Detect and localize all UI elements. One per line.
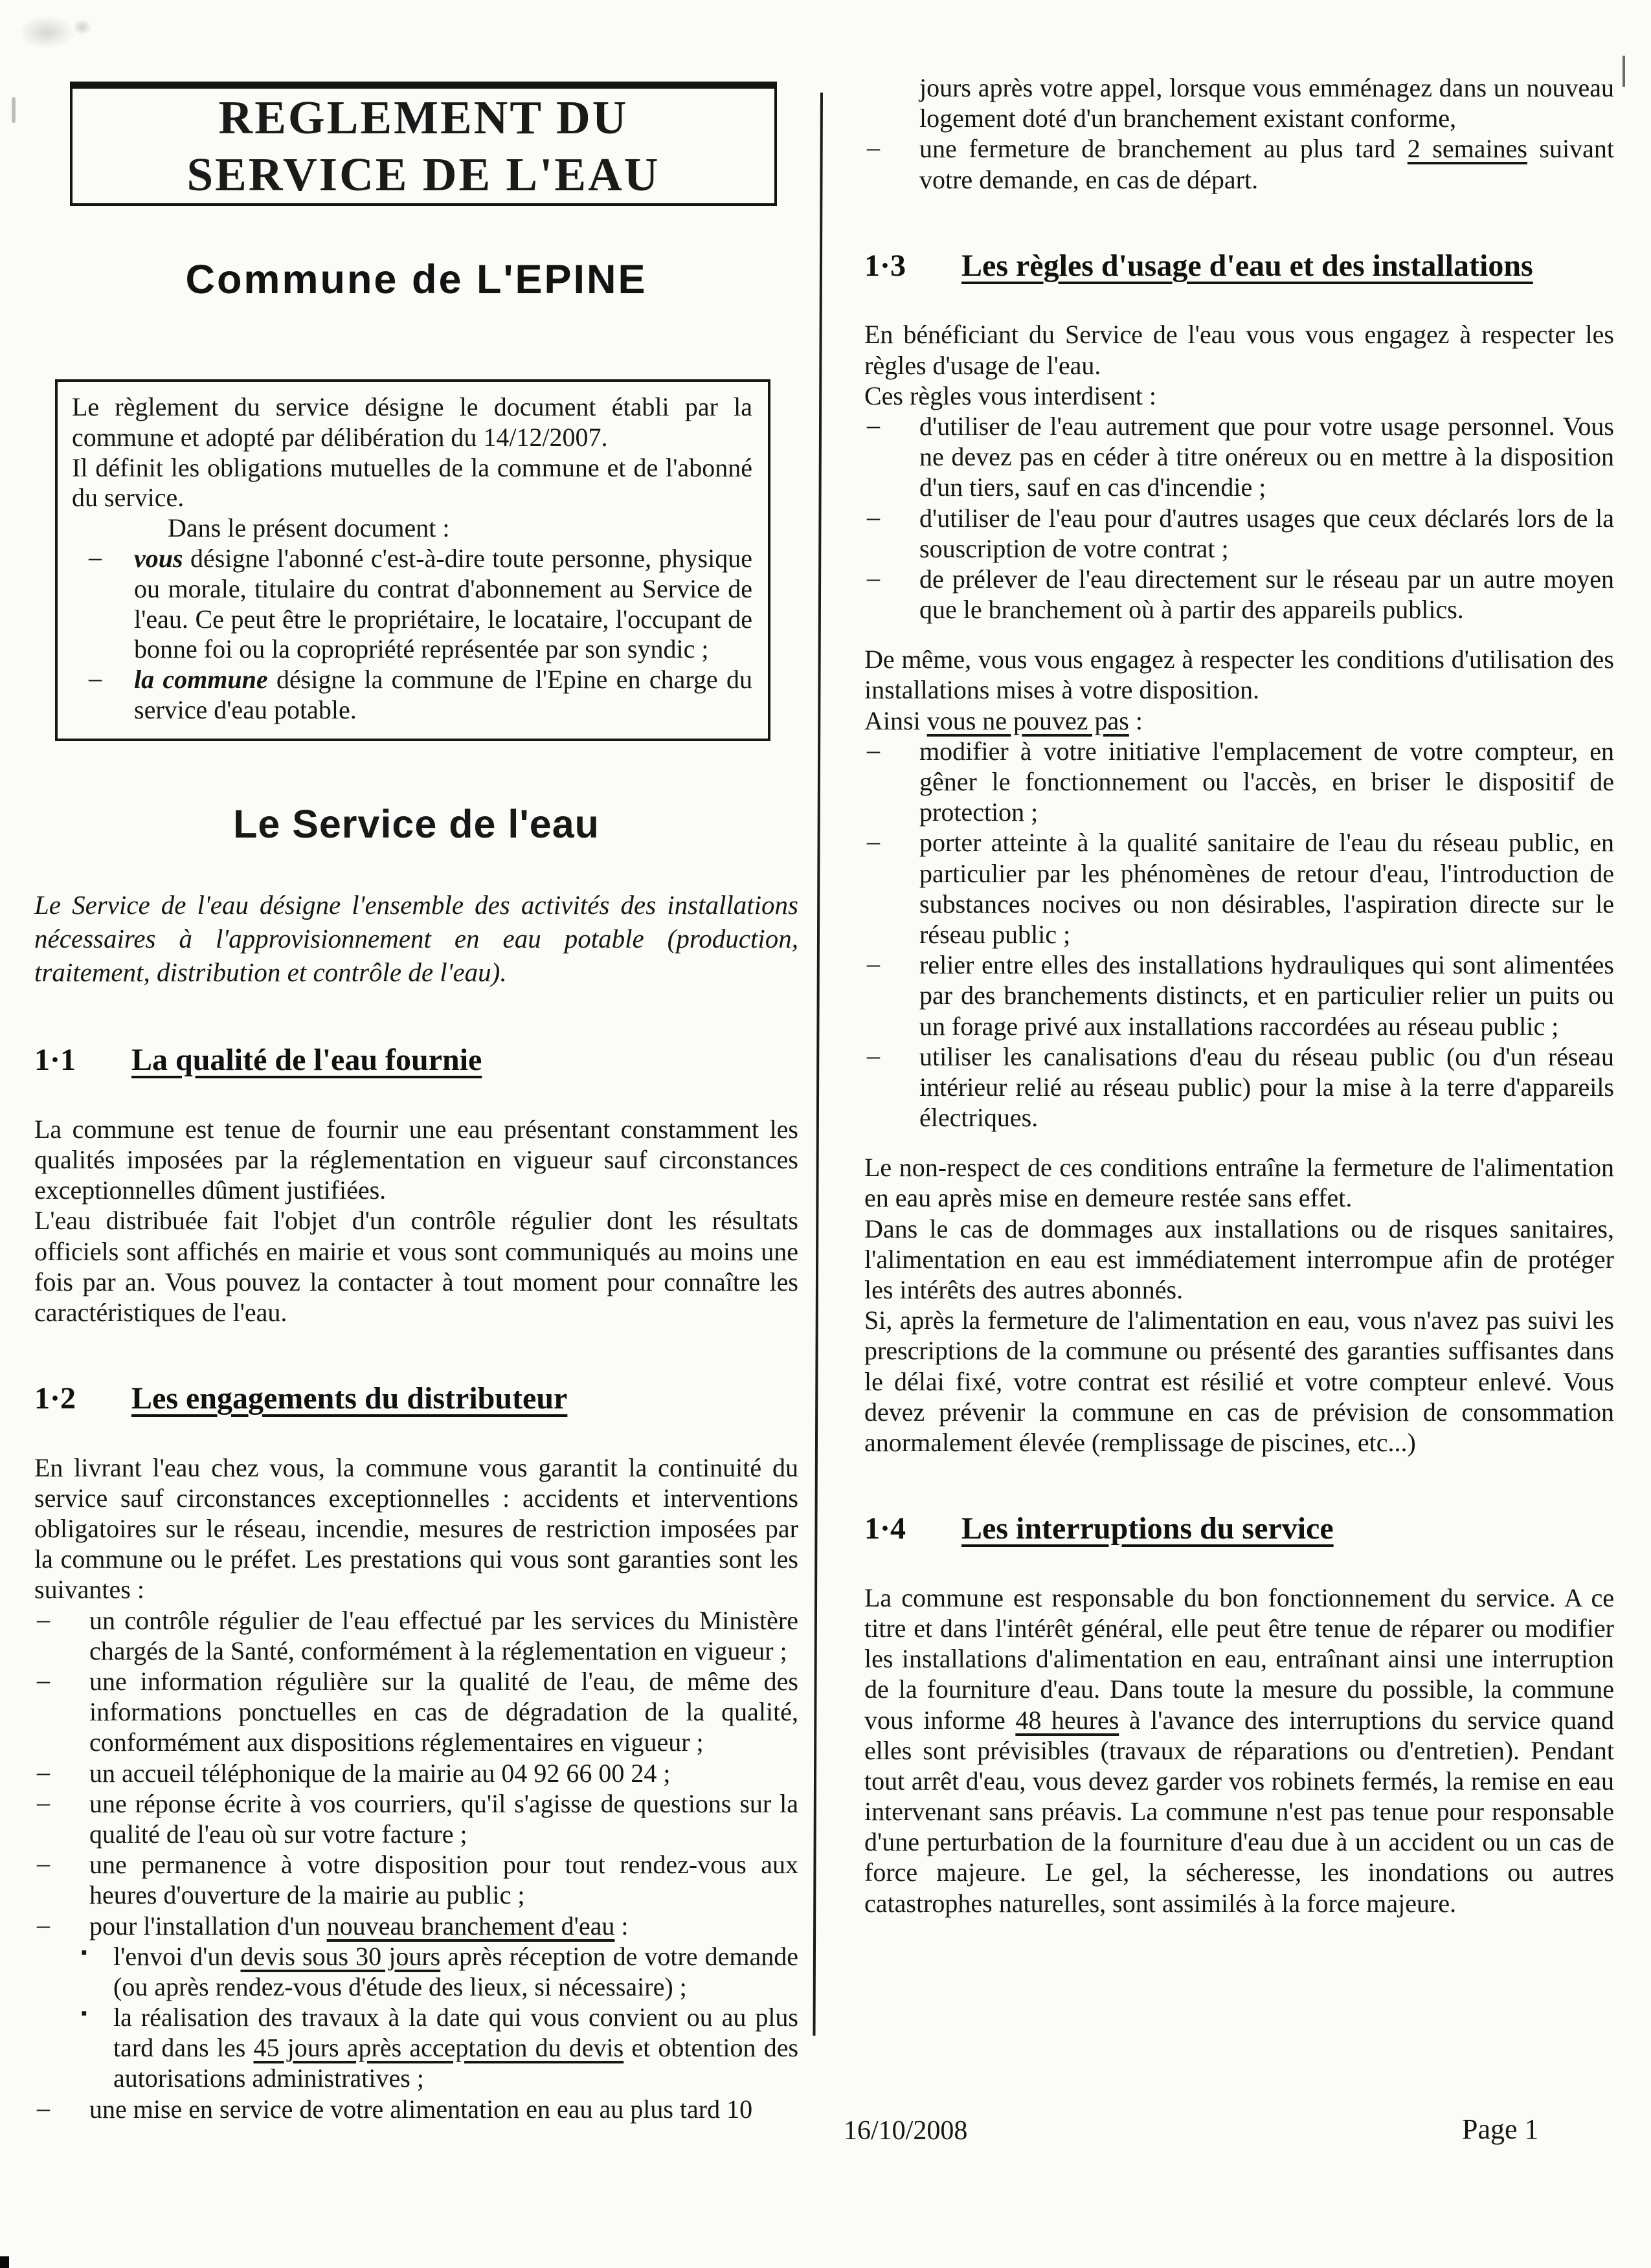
text-segment: Si, après la fermeture de l'alimentation en eau, vous n'avez pas suivi les prescriptions de la commune ou présenté des garanties suffisantes dans le délai fixé, votre contrat est résilié et votre compteur enlevé. Vous devez prévenir la commune en cas de prévision de consommation anormalement élevée (remplissage de piscines, etc...) bbox=[864, 1306, 1614, 1457]
text-segment: La commune est responsable du bon fonctionnement du service. A ce titre et dans l'intérêt général, elle peut être tenue de réparer ou modifier les installations d'alimentation en eau, entraînant ainsi une interruption de la fourniture d'eau. Dans toute la mesure du possible, la commune vous informe bbox=[864, 1583, 1614, 1735]
underlined-text: vous ne pouvez pas bbox=[927, 706, 1129, 735]
dash-bullet: – bbox=[37, 1909, 50, 1939]
list-item bbox=[864, 827, 1614, 950]
text-segment: une réponse écrite à vos courriers, qu'il s'agisse de questions sur la qualité de l'eau où sur votre facture ; bbox=[89, 1788, 798, 1849]
text-segment: Le non-respect de ces conditions entraîne la fermeture de l'alimentation en eau après mise en demeure restée sans effet. bbox=[864, 1153, 1614, 1213]
underlined-text: nouveau branchement d'eau bbox=[326, 1911, 615, 1940]
text-segment: une fermeture de branchement au plus tard bbox=[919, 134, 1408, 164]
text-segment: En bénéficiant du Service de l'eau vous vous engagez à respecter les règles d'usage de l'eau. bbox=[864, 320, 1614, 380]
text-segment: une permanence à votre disposition pour tout rendez-vous aux heures d'ouverture de la mairie au public ; bbox=[89, 1850, 798, 1910]
sub-list-item bbox=[34, 2002, 798, 2094]
list-item bbox=[864, 411, 1614, 503]
left-column bbox=[34, 795, 798, 2124]
text-segment: un accueil téléphonique de la mairie au 04 92 66 00 24 ; bbox=[89, 1758, 671, 1788]
section-title: Les engagements du distributeur bbox=[131, 1381, 568, 1416]
list-item bbox=[34, 1788, 798, 1849]
text-segment: après réception de votre demande (ou après rendez-vous d'étude des lieux, si nécessaire) ; bbox=[113, 1941, 798, 2001]
text-segment: Dans le cas de dommages aux installations ou de risques sanitaires, l'alimentation en eau est immédiatement interrompue afin de protéger les intérêts des autres abonnés. bbox=[864, 1214, 1614, 1304]
commune-title: Commune de L'EPINE bbox=[185, 257, 647, 302]
text-segment: pour l'installation d'un bbox=[89, 1911, 327, 1940]
sub-list-item bbox=[34, 1941, 798, 2002]
dash-bullet: – bbox=[89, 542, 102, 572]
column-divider bbox=[813, 93, 823, 2036]
dash-bullet: – bbox=[867, 735, 880, 764]
dash-bullet: – bbox=[37, 1604, 50, 1634]
text-segment: Ces règles vous interdisent : bbox=[864, 381, 1157, 410]
list-item bbox=[864, 503, 1614, 564]
document-title-line2: SERVICE DE L'EAU bbox=[186, 148, 660, 201]
paragraph bbox=[864, 644, 1614, 705]
dash-bullet: – bbox=[867, 949, 880, 979]
text-segment: Il définit les obligations mutuelles de la commune et de l'abonné du service. bbox=[72, 452, 752, 513]
dash-bullet: – bbox=[867, 1040, 880, 1070]
text-segment: l'envoi d'un bbox=[113, 1941, 241, 1971]
paragraph bbox=[34, 1452, 798, 1605]
list-item bbox=[864, 1041, 1614, 1133]
dash-bullet: – bbox=[37, 1665, 50, 1695]
scan-mark bbox=[1623, 56, 1625, 87]
paragraph bbox=[864, 1583, 1614, 1918]
text-segment: De même, vous vous engagez à respecter les conditions d'utilisation des installations mises à votre disposition. bbox=[864, 645, 1614, 705]
dash-bullet: – bbox=[89, 663, 102, 693]
square-bullet: ▪ bbox=[81, 2003, 87, 2023]
underlined-text: 48 heures bbox=[1015, 1705, 1119, 1735]
section-number: 1·2 bbox=[34, 1381, 76, 1416]
list-item bbox=[864, 133, 1614, 194]
underlined-text: 2 semaines bbox=[1407, 134, 1527, 164]
text-segment: désigne l'abonné c'est-à-dire toute personne, physique ou morale, titulaire du contrat d'abonnement au Service de l'eau. Ce peut être le propriétaire, le locataire, l'occupant de bonne foi ou la copropriété représentée par son syndic ; bbox=[134, 543, 752, 664]
document-title-box bbox=[70, 82, 777, 206]
section-number: 1·4 bbox=[864, 1511, 906, 1546]
list-item bbox=[34, 1666, 798, 1758]
text-segment: Le règlement du service désigne le document établi par la commune et adopté par délibération du 14/12/2007. bbox=[72, 392, 752, 452]
paragraph bbox=[34, 1205, 798, 1328]
scan-smudge bbox=[18, 16, 75, 49]
text-segment: En livrant l'eau chez vous, la commune vous garantit la continuité du service sauf circonstances exceptionnelles : accidents et interventions obligatoires sur le réseau, incendie, mesures de restriction imposées par la commune ou le préfet. Les prestations qui vous sont garanties sont les suivantes : bbox=[34, 1452, 798, 1605]
paragraph bbox=[34, 888, 798, 989]
paragraph bbox=[864, 1214, 1614, 1306]
text-segment: vous bbox=[134, 543, 183, 573]
text-segment: Le Service de l'eau désigne l'ensemble des activités des installations nécessaires à l'approvisionnement en eau potable (production, traitement, distribution et contrôle de l'eau). bbox=[34, 889, 798, 988]
text-segment: jours après votre appel, lorsque vous emménagez dans un nouveau logement doté d'un branchement existant conforme, bbox=[919, 73, 1614, 133]
text-segment: désigne la commune de l'Epine en charge du service d'eau potable. bbox=[134, 665, 753, 724]
text-segment: porter atteinte à la qualité sanitaire de l'eau du réseau public, en particulier par les phénomènes de retour d'eau, l'introduction de substances nocives ou non désirables, l'aspiration directe sur le réseau public ; bbox=[919, 828, 1614, 949]
text-segment: utiliser les canalisations d'eau du réseau public (ou d'un réseau intérieur relié au réseau public) pour la mise à la terre d'appareils électriques. bbox=[919, 1041, 1614, 1133]
footer-page-number: Page 1 bbox=[1462, 2113, 1539, 2145]
section-title: Les règles d'usage d'eau et des installations bbox=[961, 248, 1533, 283]
list-item bbox=[864, 564, 1614, 625]
section-heading bbox=[34, 1381, 798, 1418]
text-segment: Dans le présent document : bbox=[168, 513, 450, 543]
text-segment: à l'avance des interruptions du service quand elles sont prévisibles (travaux de réparations ou d'entretien). Pendant tout arrêt d'eau, vous devez garder vos robinets fermés, la remise en eau intervenant sans préavis. La commune n'est pas tenue pour responsable d'une perturbation de la fourniture d'eau due à un accident ou un cas de force majeure. Le gel, la sécheresse, les inondations ou autres catastrophes naturelles, sont assimilés à la force majeure. bbox=[864, 1705, 1614, 1918]
text-segment: de prélever de l'eau directement sur le réseau par un autre moyen que le branchement où à partir des appareils publics. bbox=[919, 564, 1614, 625]
list-item bbox=[72, 665, 752, 726]
dash-bullet: – bbox=[37, 1849, 50, 1878]
text-segment: modifier à votre initiative l'emplacement de votre compteur, en gêner le fonctionnement ou l'accès, en briser le dispositif de protection ; bbox=[919, 736, 1614, 827]
list-item bbox=[34, 1911, 798, 1941]
paragraph bbox=[864, 1305, 1614, 1458]
dash-bullet: – bbox=[37, 2093, 50, 2122]
text-segment: suivant votre demande, en cas de départ. bbox=[919, 134, 1615, 194]
scan-smudge bbox=[73, 19, 92, 35]
list-item-continuation bbox=[864, 72, 1614, 133]
section-heading bbox=[34, 1042, 798, 1079]
text-segment: : bbox=[614, 1911, 629, 1940]
dash-bullet: – bbox=[867, 562, 880, 592]
section-number: 1·1 bbox=[34, 1043, 76, 1078]
dash-bullet: – bbox=[867, 410, 880, 439]
text-segment: la réalisation des travaux à la date qui vous convient ou au plus tard dans les bbox=[113, 2003, 798, 2063]
document-title-line1: REGLEMENT DU bbox=[218, 91, 629, 144]
footer-date: 16/10/2008 bbox=[844, 2116, 968, 2146]
section-title: La qualité de l'eau fournie bbox=[131, 1043, 482, 1078]
list-item bbox=[34, 1758, 798, 1788]
list-item bbox=[34, 2094, 798, 2124]
text-segment: L'eau distribuée fait l'objet d'un contrôle régulier dont les résultats officiels sont affichés en mairie et vous sont communiqués au moins une fois par an. Vous pouvez la contacter à tout moment pour connaître les caractéristiques de l'eau. bbox=[34, 1206, 798, 1327]
paragraph bbox=[864, 319, 1614, 380]
paragraph bbox=[34, 1114, 798, 1206]
text-segment: d'utiliser de l'eau autrement que pour votre usage personnel. Vous ne devez pas en céder à titre onéreux ou en mettre à la disposition d'un tiers, sauf en cas d'incendie ; bbox=[919, 411, 1614, 502]
section-heading bbox=[864, 1511, 1614, 1548]
text-segment: une mise en service de votre alimentation en eau au plus tard 10 bbox=[89, 2094, 753, 2124]
section-title: Les interruptions du service bbox=[961, 1511, 1334, 1546]
chapter-title: Le Service de l'eau bbox=[233, 802, 600, 846]
text-segment: la commune bbox=[134, 665, 268, 695]
paragraph bbox=[864, 1152, 1614, 1213]
text-segment: Ainsi bbox=[864, 706, 927, 735]
text-segment: un contrôle régulier de l'eau effectué par les services du Ministère chargés de la Santé, conformément à la réglementation en vigueur ; bbox=[89, 1605, 798, 1665]
text-segment: une information régulière sur la qualité de l'eau, de même des informations ponctuelles en cas de dégradation de la qualité, conformément aux dispositions réglementaires en vigueur ; bbox=[89, 1667, 798, 1757]
text-segment: : bbox=[1129, 706, 1143, 735]
list-item bbox=[864, 736, 1614, 828]
text-segment: et obtention des autorisations administratives ; bbox=[113, 2033, 799, 2093]
paragraph bbox=[72, 453, 752, 514]
list-item bbox=[34, 1605, 798, 1666]
dash-bullet: – bbox=[867, 827, 880, 856]
spacer bbox=[864, 625, 1614, 644]
text-segment: La commune est tenue de fournir une eau présentant constamment les qualités imposées par la réglementation en vigueur sauf circonstances exceptionnelles dûment justifiées. bbox=[34, 1114, 798, 1205]
underlined-text: 45 jours après acceptation du devis bbox=[253, 2033, 624, 2063]
text-segment: relier entre elles des installations hydrauliques qui sont alimentées par des branchements distincts, et en particulier relier un puits ou un forage privé aux installations raccordées au réseau public ; bbox=[919, 950, 1614, 1041]
paragraph bbox=[72, 513, 752, 544]
paragraph bbox=[864, 381, 1614, 411]
square-bullet: ▪ bbox=[81, 1942, 87, 1962]
section-number: 1·3 bbox=[864, 248, 906, 283]
section-heading bbox=[864, 248, 1614, 285]
scan-corner-artifact bbox=[0, 2256, 9, 2268]
right-column bbox=[864, 72, 1614, 1918]
paragraph bbox=[72, 392, 752, 453]
list-item bbox=[72, 544, 752, 665]
dash-bullet: – bbox=[37, 1787, 50, 1817]
spacer bbox=[864, 1133, 1614, 1152]
regulation-intro-box bbox=[55, 379, 770, 741]
paragraph bbox=[864, 706, 1614, 736]
dash-bullet: – bbox=[37, 1757, 50, 1786]
dash-bullet: – bbox=[867, 133, 880, 162]
scan-speck bbox=[12, 97, 16, 123]
list-item bbox=[34, 1849, 798, 1910]
dash-bullet: – bbox=[867, 502, 880, 531]
list-item bbox=[864, 950, 1614, 1041]
underlined-text: devis sous 30 jours bbox=[240, 1941, 441, 1971]
text-segment: d'utiliser de l'eau pour d'autres usages que ceux déclarés lors de la souscription de votre contrat ; bbox=[919, 503, 1614, 563]
